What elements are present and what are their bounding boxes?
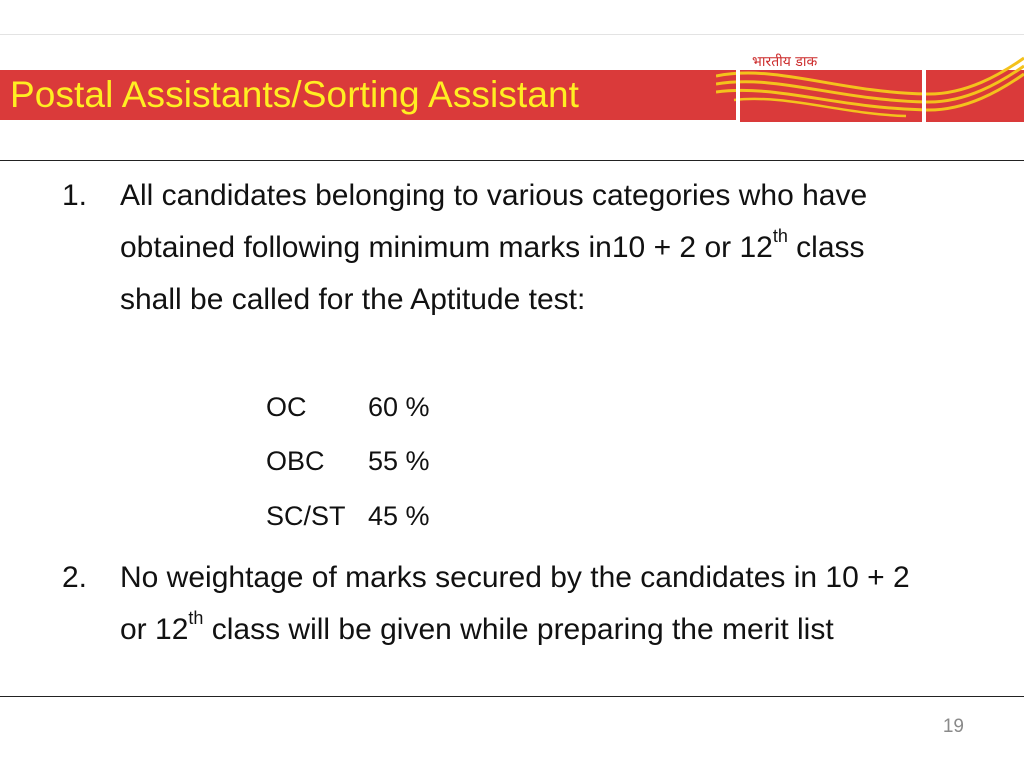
logo-separator-right [922, 70, 926, 122]
list-item-text [120, 170, 920, 326]
slide-title: Postal Assistants/Sorting Assistant [10, 74, 580, 115]
logo-separator-left [736, 70, 740, 122]
category-row [266, 434, 430, 488]
list-item-text [120, 552, 920, 656]
list-item-text-part: class will be given while preparing the merit list [203, 613, 834, 646]
category-row [266, 489, 430, 543]
ordinal-superscript: th [188, 608, 204, 628]
list-item-number: 1. [62, 179, 88, 212]
india-post-logo [716, 44, 1024, 122]
category-minimum-marks: 55 % [368, 446, 430, 476]
category-label: OBC [266, 446, 325, 476]
category-minimum-marks: 60 % [368, 392, 430, 422]
category-minimum-marks: 45 % [368, 501, 430, 531]
page-number: 19 [942, 716, 964, 737]
list-item-text-part: class shall be called for the Aptitude test: [120, 231, 865, 316]
list-item-number: 2. [62, 561, 88, 594]
top-divider [0, 34, 1024, 35]
ordinal-superscript: th [772, 226, 788, 246]
category-label: OC [266, 392, 307, 422]
list-item-text-part: All candidates belonging to various categories who have obtained following minimum marks in10 + 2 or 12 [120, 179, 868, 264]
logo-wordmark: भारतीय डाक [752, 54, 818, 70]
category-label: SC/ST [266, 501, 346, 531]
category-row [266, 380, 430, 434]
content-bottom-divider [0, 696, 1024, 697]
list-item-text-part: No weightage of marks secured by the candidates in 10 + 2 or 12 [120, 561, 910, 646]
content-top-divider [0, 160, 1024, 161]
